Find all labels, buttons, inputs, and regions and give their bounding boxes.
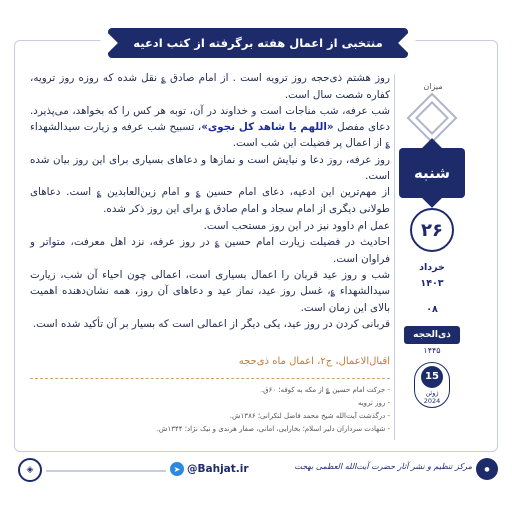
miladi-label: میزان [423,82,443,91]
salutation-icon: ؏ [96,188,102,197]
day-name: شنبه [413,164,451,182]
paragraph [30,267,390,316]
paragraph: روز عرفه، روز دعا و نیایش است و نمازها و دعاهای بسیاری برای این روز بیان شده است. [30,154,390,182]
footnote-item: - حرکت امام حسین ؏ از مکه به کوفه؛ ۶۰ق. [260,386,390,394]
footnote-item: - درگذشت آیت‌الله شیخ محمد فاضل لنکرانی؛ ۱۳۸۶ش. [229,412,390,420]
source-citation: اقبال‌الاعمال، ج۲، اعمال ماه ذی‌حجه [238,356,390,367]
hijri-month: ذی‌الحجه [404,326,460,344]
highlighted-text: «اللهم یا شاهد کل نجوی» [201,121,334,133]
text: از مهم‌ترین این ادعیه، دعای امام حسین [206,186,391,198]
text: نقل شده که روزه روز ترویه، کفاره شصت سال است. [30,72,390,101]
day-name-badge [399,148,465,198]
text: روز هشتم ذی‌حجه روز ترویه است . از امام صادق [170,72,390,84]
paragraph: عمل ام داوود نیز در این روز مستحب است. [203,220,390,232]
salutation-icon: ؏ [214,238,220,247]
salutation-icon: ؏ [385,139,390,148]
gregorian-date [414,362,450,408]
text: از اعمال پر فضیلت این شب است. [232,137,383,149]
article-body [30,70,390,350]
paragraph [30,234,390,267]
footer-divider [46,470,166,472]
solar-year: ۱۴۰۳ [420,278,444,289]
text: در روز عرفه، نزد اهل معرفت، متواتر و فراوان است. [30,236,390,265]
greg-year: 2024 [423,396,441,405]
page-title: منتخبی از اعمال هفته برگرفته از کتب ادعیه [108,28,408,58]
text: ، غسل روز عید، نماز عید و دعاهای آن روز، همه نشان‌دهنده اهمیت بالای این زمان است. [30,285,390,314]
salutation-icon: ؏ [195,188,201,197]
telegram-icon: ➤ [170,462,184,476]
salutation-icon: ؏ [161,74,166,83]
footnotes [30,384,390,436]
paragraph [30,184,390,218]
paragraph [30,103,390,152]
handle-text: @Bahjat.ir [187,463,249,475]
text: برای این روز ذکر شده. [103,203,203,215]
text: است. دعاهای طولانی دیگری از امام سجاد و امام صادق [30,186,390,215]
bahjat-logo-icon: ◈ [18,458,42,482]
footnote-item: - روز ترویه [357,399,390,407]
day-number: ۲۶ [410,208,454,252]
text: ، تسبیح شب عرفه و زیارت سیدالشهداء [30,121,202,133]
text: احادیث در فضیلت زیارت امام حسین [224,236,390,248]
greg-day: 15 [421,366,443,388]
text: و امام زین‌العابدین [107,186,191,198]
divider [30,378,390,379]
paragraph: قربانی کردن در روز عید، یکی دیگر از اعمالی است که بسیار بر آن تأکید شده است. [32,318,390,330]
solar-month: خرداد [419,262,445,273]
footnote-item: - شهادت سرداران دلیر اسلام؛ بخارایی، امانی، صفار هرندی و نیک نژاد؛ ۱۳۴۴ش. [156,425,390,433]
hijri-year: ۱۴۴۵ [423,346,441,355]
organization-name: مرکز تنظیم و نشر آثار حضرت آیت‌الله العظمی بهجت [294,462,472,471]
text: شب و روز عید قربان را اعمال بسیاری است، اعمالی چون احیاء آن شب، زیارت سیدالشهداء [30,269,390,297]
paragraph [30,70,390,103]
text: شب عرفه، شب مناجات است و خداوند در آن، توبه هر کس را که بخواهد، می‌پذیرد. دعای مفصل [30,105,390,133]
greg-month: ژوئن [425,388,439,397]
social-handle[interactable] [170,462,249,476]
hijri-day: ۰۸ [426,304,438,315]
org-logo-icon: ● [476,458,498,480]
salutation-icon: ؏ [330,287,336,296]
salutation-icon: ؏ [205,205,211,214]
